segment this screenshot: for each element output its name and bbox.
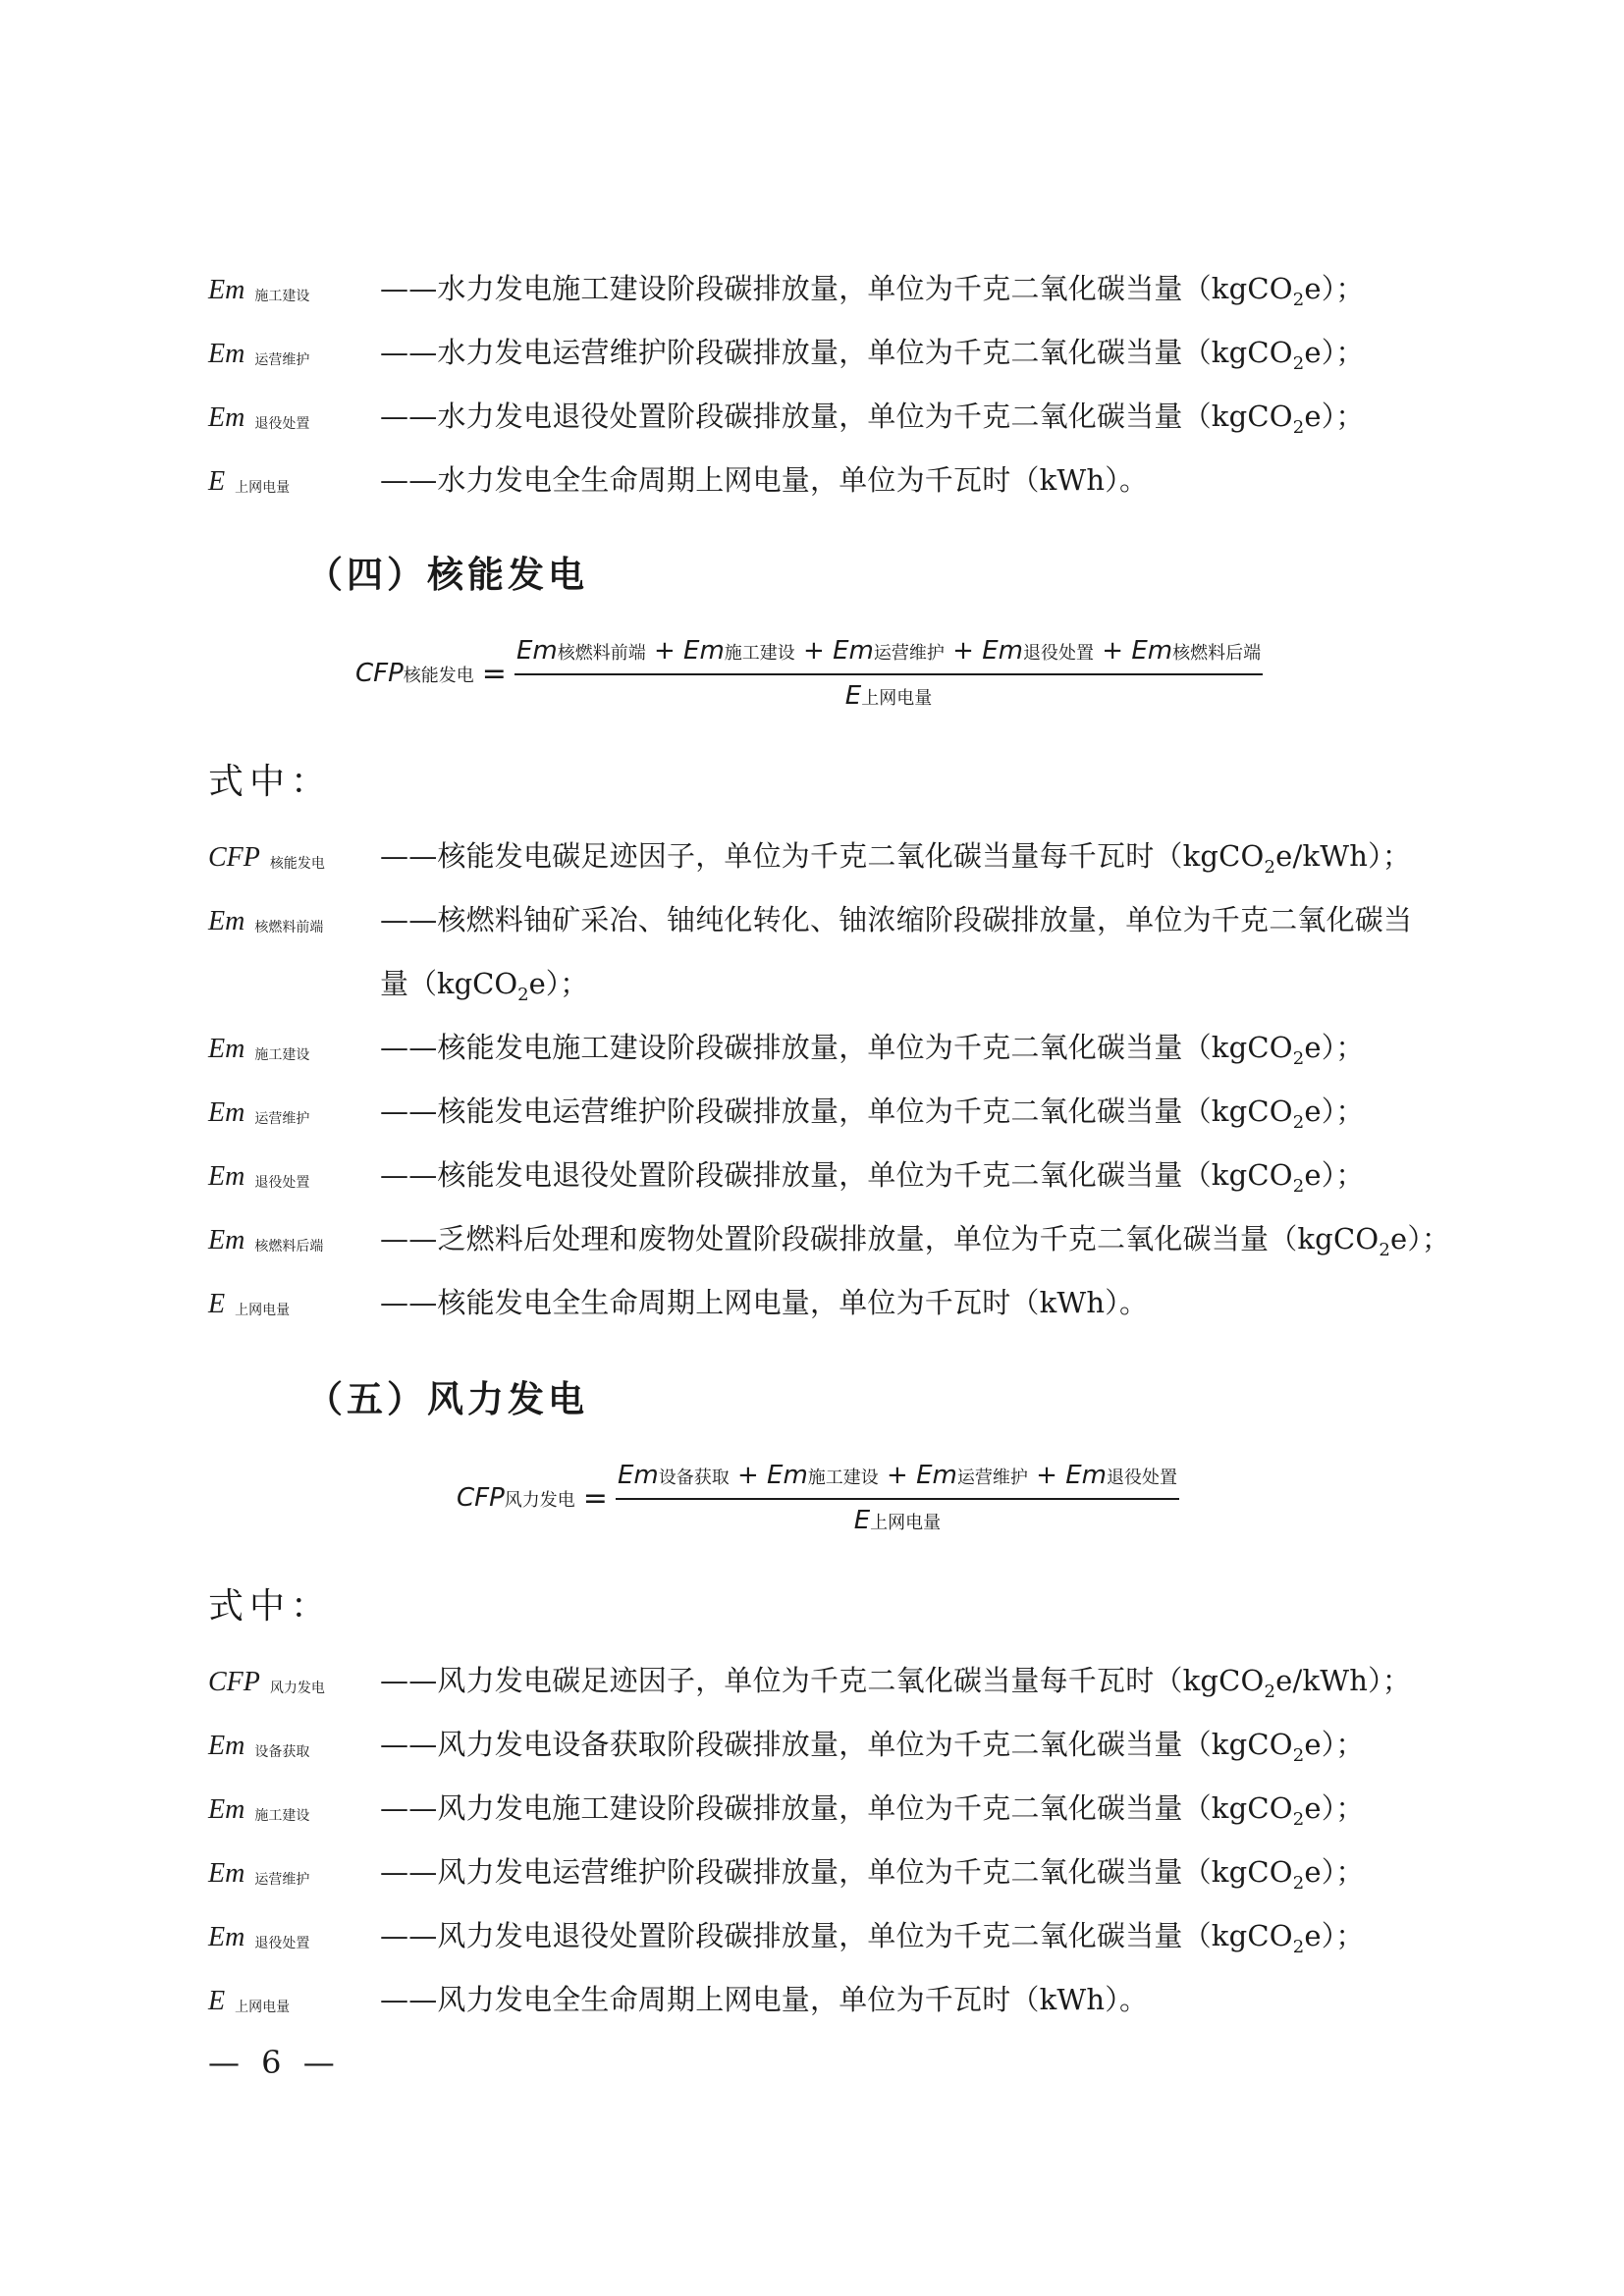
symbol-subscript: 上网电量 [235,1303,291,1318]
subscript: 2 [1292,1111,1305,1133]
definition-row [208,1978,1426,2042]
definition-symbol [208,1161,380,1193]
definition-description: ——核燃料铀矿采冶、铀纯化转化、铀浓缩阶段碳排放量，单位为千克二氧化碳当 [380,903,1413,936]
symbol-subscript: 退役处置 [254,1936,310,1951]
formula-term-symbol: Em [1131,636,1173,666]
definition-symbol [208,1731,380,1762]
definition-row [208,1787,1426,1850]
definition-symbol [208,842,380,874]
definition-description: ——水力发电施工建设阶段碳排放量，单位为千克二氧化碳当量（kgCO$_2$e）； [380,272,1365,310]
symbol-subscript: 上网电量 [235,480,291,496]
symbol-name: Em [208,1161,245,1192]
hydro-definitions-list [208,267,1426,522]
formula-term-symbol: Em [916,1461,957,1490]
symbol-subscript: 施工建设 [254,1047,310,1063]
formula-lhs-subscript: 风力发电 [504,1490,575,1511]
formula-denominator: E上网电量 [844,681,933,711]
definition-row [208,898,1426,962]
definition-row [208,1914,1426,1978]
formula-equals: = [582,1480,608,1516]
definition-symbol [208,402,380,434]
definition-row [208,1659,1426,1723]
formula-numerator: Em设备获取 + Em施工建设 + Em运营维护 + Em退役处置 [617,1461,1177,1490]
formula-denominator: E上网电量 [853,1506,942,1535]
symbol-subscript: 退役处置 [254,1175,310,1191]
definition-description: ——风力发电碳足迹因子，单位为千克二氧化碳当量每千瓦时（kgCO$_2$e/kWh）； [380,1664,1412,1702]
formula-term-subscript: 施工建设 [807,1468,879,1488]
formula-term-subscript: 运营维护 [956,1468,1028,1488]
nuclear-definitions-list [208,834,1451,1345]
subscript: 2 [1292,416,1305,438]
formula-term-symbol: Em [767,1461,808,1490]
subscript: 2 [1292,289,1305,310]
symbol-name: Em [208,1225,245,1255]
symbol-subscript: 运营维护 [254,352,310,368]
symbol-name: CFP [208,1667,260,1697]
formula-fraction [514,636,1263,711]
definition-row [208,834,1426,898]
page-number: — 6 — [208,2044,341,2081]
symbol-name: Em [208,1922,245,1952]
formula-equals: = [481,656,507,691]
definition-symbol [208,1097,380,1129]
subscript: 2 [1379,1239,1390,1260]
definition-description: ——水力发电运营维护阶段碳排放量，单位为千克二氧化碳当量（kgCO$_2$e）； [380,336,1365,374]
definition-description: ——风力发电退役处置阶段碳排放量，单位为千克二氧化碳当量（kgCO$_2$e）； [380,1919,1365,1957]
definition-symbol [208,906,380,937]
subscript: 2 [1292,1047,1305,1069]
symbol-subscript: 运营维护 [254,1872,310,1888]
subscript: 2 [1292,1872,1305,1894]
definition-row [208,267,1426,331]
symbol-subscript: 运营维护 [254,1111,310,1127]
definition-symbol [208,1667,380,1698]
definition-description: ——水力发电退役处置阶段碳排放量，单位为千克二氧化碳当量（kgCO$_2$e）； [380,400,1365,438]
where-label-nuclear: 式中： [208,762,333,802]
where-label-wind: 式中： [208,1586,333,1627]
symbol-name: CFP [208,842,260,873]
definition-symbol [208,1794,380,1826]
formula-term-subscript: 设备获取 [658,1468,730,1488]
definition-row [208,1153,1426,1217]
definition-row [208,1281,1426,1345]
symbol-subscript: 核能发电 [269,856,325,872]
definition-row [208,1026,1426,1090]
formula-fraction [616,1461,1179,1535]
definition-description: ——风力发电全生命周期上网电量，单位为千瓦时（kWh）。 [380,1983,1149,2016]
definition-description: ——乏燃料后处理和废物处置阶段碳排放量，单位为千克二氧化碳当量（kgCO$_2$e）； [380,1222,1451,1260]
symbol-subscript: 核燃料后端 [254,1239,324,1255]
symbol-name: Em [208,275,245,305]
definition-row [208,1090,1426,1153]
formula-numerator: Em核燃料前端 + Em施工建设 + Em运营维护 + Em退役处置 + Em核燃料后端 [515,636,1262,666]
formula-term-symbol: Em [1065,1461,1107,1490]
definition-row [208,331,1426,395]
symbol-name: Em [208,1794,245,1825]
formula-term-subscript: 运营维护 [873,643,945,664]
symbol-subscript: 施工建设 [254,1808,310,1824]
section-heading-nuclear: （四）核能发电 [306,554,588,596]
definition-description: ——风力发电设备获取阶段碳排放量，单位为千克二氧化碳当量（kgCO$_2$e）； [380,1728,1365,1766]
definition-symbol [208,1858,380,1890]
symbol-name: Em [208,906,245,936]
definition-symbol [208,1922,380,1953]
symbol-subscript: 施工建设 [254,289,310,304]
definition-symbol [208,1034,380,1065]
subscript: 2 [1264,856,1276,878]
formula-term-symbol: Em [683,636,725,666]
formula-denominator-subscript: 上网电量 [861,688,933,709]
symbol-name: Em [208,339,245,369]
symbol-subscript: 风力发电 [269,1681,325,1696]
symbol-subscript: 设备获取 [254,1744,310,1760]
definition-description: ——核能发电运营维护阶段碳排放量，单位为千克二氧化碳当量（kgCO$_2$e）； [380,1095,1365,1133]
subscript: 2 [1292,1808,1305,1830]
symbol-name: E [208,1289,226,1319]
definition-symbol [208,1986,380,2017]
wind-definitions-list [208,1659,1426,2042]
symbol-name: Em [208,402,245,433]
definition-continuation-row [208,962,1426,1026]
subscript: 2 [1292,1175,1305,1197]
definition-symbol [208,466,380,498]
definition-symbol [208,339,380,370]
formula-lhs-subscript: 核能发电 [403,666,474,686]
formula-term-subscript: 退役处置 [1106,1468,1177,1488]
subscript: 2 [1292,1744,1305,1766]
definition-row [208,1850,1426,1914]
formula-term-symbol: Em [982,636,1023,666]
symbol-name: Em [208,1097,245,1128]
definition-description: ——风力发电运营维护阶段碳排放量，单位为千克二氧化碳当量（kgCO$_2$e）； [380,1855,1365,1894]
wind-cfp-formula [457,1461,1179,1535]
definition-row [208,458,1426,522]
subscript: 2 [1264,1681,1276,1702]
formula-lhs: CFP核能发电 [355,659,474,688]
definition-description: ——核能发电施工建设阶段碳排放量，单位为千克二氧化碳当量（kgCO$_2$e）； [380,1031,1365,1069]
definition-description: ——核能发电全生命周期上网电量，单位为千瓦时（kWh）。 [380,1286,1149,1319]
formula-term-subscript: 施工建设 [724,643,795,664]
formula-term-symbol: Em [617,1461,659,1490]
symbol-subscript: 核燃料前端 [254,920,324,935]
subscript: 2 [1292,1936,1305,1957]
symbol-name: Em [208,1731,245,1761]
formula-term-subscript: 核燃料后端 [1172,643,1262,664]
definition-description: ——核能发电碳足迹因子，单位为千克二氧化碳当量每千瓦时（kgCO$_2$e/kWh）； [380,839,1412,878]
definition-description: ——核能发电退役处置阶段碳排放量，单位为千克二氧化碳当量（kgCO$_2$e）； [380,1158,1365,1197]
formula-term-subscript: 退役处置 [1022,643,1094,664]
subscript: 2 [1292,352,1305,374]
definition-row [208,395,1426,458]
definition-row [208,1217,1451,1281]
symbol-subscript: 退役处置 [254,416,310,432]
formula-lhs: CFP风力发电 [457,1483,575,1513]
symbol-name: E [208,466,226,497]
symbol-name: Em [208,1034,245,1064]
definition-symbol [208,275,380,306]
subscript: 2 [517,984,529,1005]
formula-term-symbol: Em [833,636,874,666]
definition-description: ——风力发电施工建设阶段碳排放量，单位为千克二氧化碳当量（kgCO$_2$e）； [380,1791,1365,1830]
definition-description: ——水力发电全生命周期上网电量，单位为千瓦时（kWh）。 [380,463,1149,497]
definition-row [208,1723,1426,1787]
definition-symbol [208,1225,380,1256]
symbol-name: Em [208,1858,245,1889]
formula-term-subscript: 核燃料前端 [557,643,646,664]
symbol-name: E [208,1986,226,2016]
symbol-subscript: 上网电量 [235,2000,291,2015]
definition-continuation-text: 量（kgCO$_2$e）； [380,967,589,1005]
section-heading-wind: （五）风力发电 [306,1378,588,1420]
definition-symbol [208,1289,380,1320]
formula-term-symbol: Em [515,636,558,666]
formula-denominator-subscript: 上网电量 [870,1513,942,1533]
nuclear-cfp-formula [355,636,1263,711]
